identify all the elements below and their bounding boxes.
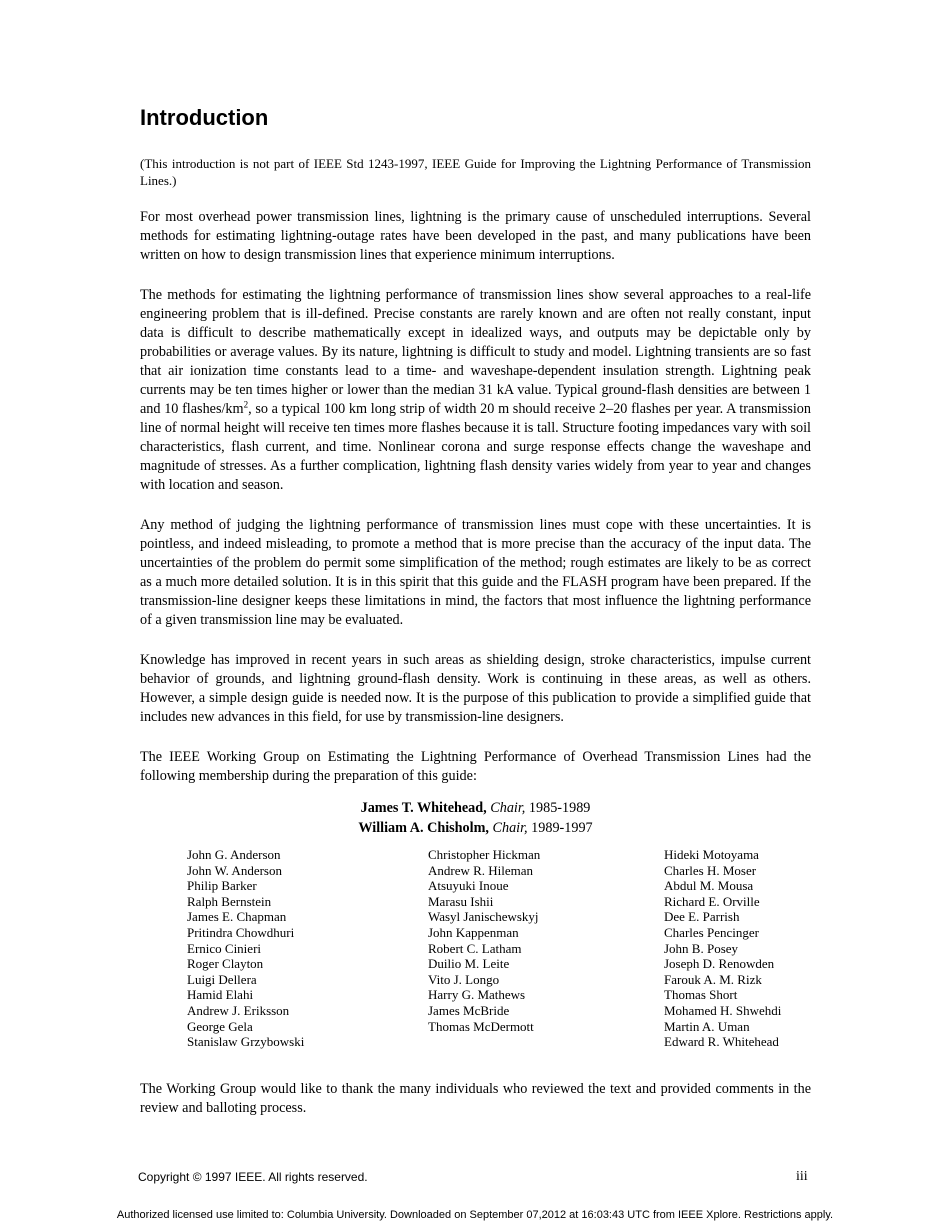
member-column-1 [187,847,304,1050]
chair-line-1: James T. Whitehead, Chair, 1985-1989 [360,800,591,816]
member-name: Ralph Bernstein [187,893,272,909]
member-name: Charles Pencinger [664,924,759,940]
member-name: James McBride [428,1002,510,1018]
member-name: Luigi Dellera [187,971,257,987]
license-footer: Authorized licensed use limited to: Columbia University. Downloaded on September 07,2012 at 16:03:43 UTC from IEEE Xplore. Restrictions apply. [116,1209,834,1221]
member-name: Joseph D. Renowden [664,956,775,972]
member-name: Richard E. Orville [664,893,760,909]
page-number: iii [796,1169,808,1184]
member-name: Atsuyuki Inoue [428,878,509,894]
closing-paragraph: The Working Group would like to thank the many individuals who reviewed the text and provided comments in the review and balloting process. [140,1081,811,1116]
member-name: Martin A. Uman [664,1018,750,1034]
member-name: John Kappenman [428,924,519,940]
member-name: George Gela [187,1018,253,1034]
introduction-note: (This introduction is not part of IEEE Std 1243-1997, IEEE Guide for Improving the Lightning Performance of Transmission Lines.) [140,156,811,188]
body-text [140,208,811,807]
paragraph-5: The IEEE Working Group on Estimating the Lightning Performance of Overhead Transmission Lines had the following membership during the preparation of this guide: [140,749,811,784]
member-name: Mohamed H. Shwehdi [664,1002,782,1018]
copyright-notice: Copyright © 1997 IEEE. All rights reserved. [138,1170,368,1184]
paragraph-3: Any method of judging the lightning performance of transmission lines must cope with these uncertainties. It is pointless, and indeed misleading, to promote a method that is more precise than the accuracy of the input data. The uncertainties of the problem do permit some simplification of the method; rough estimates are likely to be as correct as a much more detailed solution. It is in this spirit that this guide and the FLASH program have been prepared. If the transmission-line designer keeps these limitations in mind, the factors that most influence the lightning performance of a given transmission line may be evaluated. [140,517,811,628]
member-name: Andrew R. Hileman [428,862,534,878]
member-name: John B. Posey [664,940,739,956]
member-name: Marasu Ishii [428,893,494,909]
member-name: Abdul M. Mousa [664,878,754,894]
chairs-block [140,798,811,838]
member-name: Pritindra Chowdhuri [187,924,295,940]
page-title: Introduction [140,105,269,130]
member-name: Wasyl Janischewskyj [428,909,539,925]
member-name: Harry G. Mathews [428,987,526,1003]
member-name: Hamid Elahi [187,987,254,1003]
paragraph-4: Knowledge has improved in recent years in such areas as shielding design, stroke characteristics, impulse current behavior of grounds, and lightning ground-flash density. Work is continuing in these areas, as well as others. However, a simple design guide is needed now. It is the purpose of this publication to provide a simplified guide that includes new advances in this field, for use by transmission-line designers. [140,652,811,725]
member-column-2 [428,847,540,1034]
member-name: Edward R. Whitehead [664,1034,779,1050]
member-name: Robert C. Latham [428,940,522,956]
member-name: Ernico Cinieri [187,940,262,956]
member-name: Stanislaw Grzybowski [187,1034,305,1050]
member-name: Andrew J. Eriksson [187,1002,290,1018]
member-name: James E. Chapman [187,909,287,925]
member-name: Farouk A. M. Rizk [664,971,762,987]
paragraph-1: For most overhead power transmission lines, lightning is the primary cause of unscheduled interruptions. Several methods for estimating lightning-outage rates have been developed in the past, and many publications have been written on how to design transmission lines that experience minimum interruptions. [140,209,811,263]
member-name: John G. Anderson [187,847,281,862]
member-name: Vito J. Longo [428,971,500,987]
paragraph-2: The methods for estimating the lightning performance of transmission lines show several approaches to a real-life engineering problem that is ill-defined. Precise constants are rarely known and are often not really constant, input data is difficult to describe mathematically except in idealized ways, and outputs may be depictable only by probabilities or average values. By its nature, lightning is difficult to study and model. Lightning transients are so fast that air ionization time constants lead to a time- and waveshape-dependent insulation strength. Lightning peak currents may be ten times higher or lower than the median 31 kA value. Typical ground-flash densities are between 1 and 10 flashes/$km^2$, so a typical 100 km long strip of width 20 m should receive 2–20 flashes per year. A transmission line of normal height will receive ten times more flashes because it is tall. Structure footing impedances vary with soil characteristics, flash current, and time. Nonlinear corona and surge response effects change the waveshape and magnitude of stresses. As a further complication, lightning flash density varies widely from year to year and changes with location and season. [140,287,811,493]
member-name: Thomas McDermott [428,1018,534,1034]
member-name: Dee E. Parrish [664,909,740,925]
member-name: Charles H. Moser [664,862,757,878]
member-name: Christopher Hickman [428,847,541,862]
member-name: Hideki Motoyama [664,847,759,862]
member-column-3 [664,847,781,1050]
member-name: Philip Barker [187,878,257,894]
chair-line-2: William A. Chisholm, Chair, 1989-1997 [358,820,593,836]
member-name: Duilio M. Leite [428,956,510,972]
member-name: Thomas Short [664,987,738,1003]
member-name: John W. Anderson [187,862,282,878]
member-name: Roger Clayton [187,956,264,972]
